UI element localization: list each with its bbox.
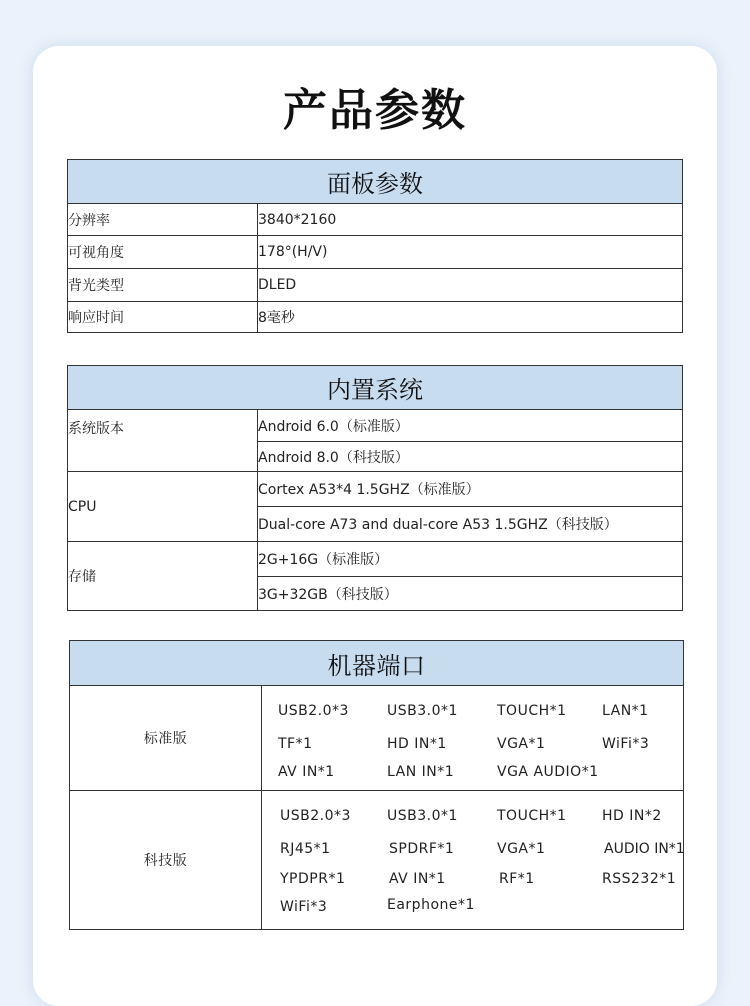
table-row — [68, 204, 683, 236]
port-item: TOUCH*1 — [497, 703, 567, 719]
port-item: TF*1 — [278, 736, 313, 752]
table-row — [70, 686, 684, 791]
table-row — [70, 791, 684, 930]
standard-ports — [262, 686, 684, 791]
table-row — [68, 472, 683, 507]
port-item: Earphone*1 — [387, 897, 475, 913]
row-value: DLED — [258, 269, 683, 302]
port-item: RF*1 — [499, 871, 535, 887]
port-item: AV IN*1 — [389, 871, 446, 887]
row-label: 存储 — [68, 542, 258, 611]
system-header: 内置系统 — [68, 366, 683, 410]
table-row — [68, 542, 683, 577]
row-value: 2G+16G（标准版） — [258, 542, 683, 577]
table-row — [68, 269, 683, 302]
port-item: WiFi*3 — [280, 899, 328, 915]
port-item: AV IN*1 — [278, 764, 335, 780]
row-label: 背光类型 — [68, 269, 258, 302]
row-label: CPU — [68, 472, 258, 542]
port-item: SPDRF*1 — [389, 841, 455, 857]
port-item: VGA*1 — [497, 841, 546, 857]
page-title: 产品参数 — [283, 85, 467, 136]
row-label: 系统版本 — [68, 410, 258, 472]
row-label: 可视角度 — [68, 236, 258, 269]
standard-label: 标准版 — [70, 686, 262, 791]
ports-table — [69, 640, 684, 930]
row-value: Dual-core A73 and dual-core A53 1.5GHZ（科技版） — [258, 507, 683, 542]
table-row — [68, 236, 683, 269]
port-item: USB3.0*1 — [387, 808, 458, 824]
port-item: USB3.0*1 — [387, 703, 458, 719]
row-value: 8毫秒 — [258, 302, 683, 333]
tech-label: 科技版 — [70, 791, 262, 930]
row-label: 响应时间 — [68, 302, 258, 333]
row-value: 3840*2160 — [258, 204, 683, 236]
port-item: USB2.0*3 — [280, 808, 351, 824]
port-item: TOUCH*1 — [497, 808, 567, 824]
tech-ports — [262, 791, 684, 930]
port-item: RJ45*1 — [280, 841, 331, 857]
port-item: LAN*1 — [602, 703, 649, 719]
port-item: HD IN*2 — [602, 808, 662, 824]
row-label: 分辨率 — [68, 204, 258, 236]
port-item: AUDIO IN*1 — [604, 841, 685, 857]
port-item: YPDPR*1 — [280, 871, 346, 887]
table-row — [68, 410, 683, 442]
port-item: USB2.0*3 — [278, 703, 349, 719]
row-value: 178°(H/V) — [258, 236, 683, 269]
row-value: Android 6.0（标准版） — [258, 410, 683, 442]
panel-params-header: 面板参数 — [68, 160, 683, 204]
row-value: Cortex A53*4 1.5GHZ（标准版） — [258, 472, 683, 507]
port-item: RSS232*1 — [602, 871, 677, 887]
panel-params-table — [67, 159, 683, 333]
port-item: VGA*1 — [497, 736, 546, 752]
system-table — [67, 365, 683, 611]
ports-header: 机器端口 — [70, 641, 684, 686]
port-item: VGA AUDIO*1 — [497, 764, 599, 780]
port-item: HD IN*1 — [387, 736, 447, 752]
port-item: WiFi*3 — [602, 736, 650, 752]
table-row — [68, 302, 683, 333]
row-value: 3G+32GB（科技版） — [258, 577, 683, 611]
port-item: LAN IN*1 — [387, 764, 455, 780]
row-value: Android 8.0（科技版） — [258, 442, 683, 472]
